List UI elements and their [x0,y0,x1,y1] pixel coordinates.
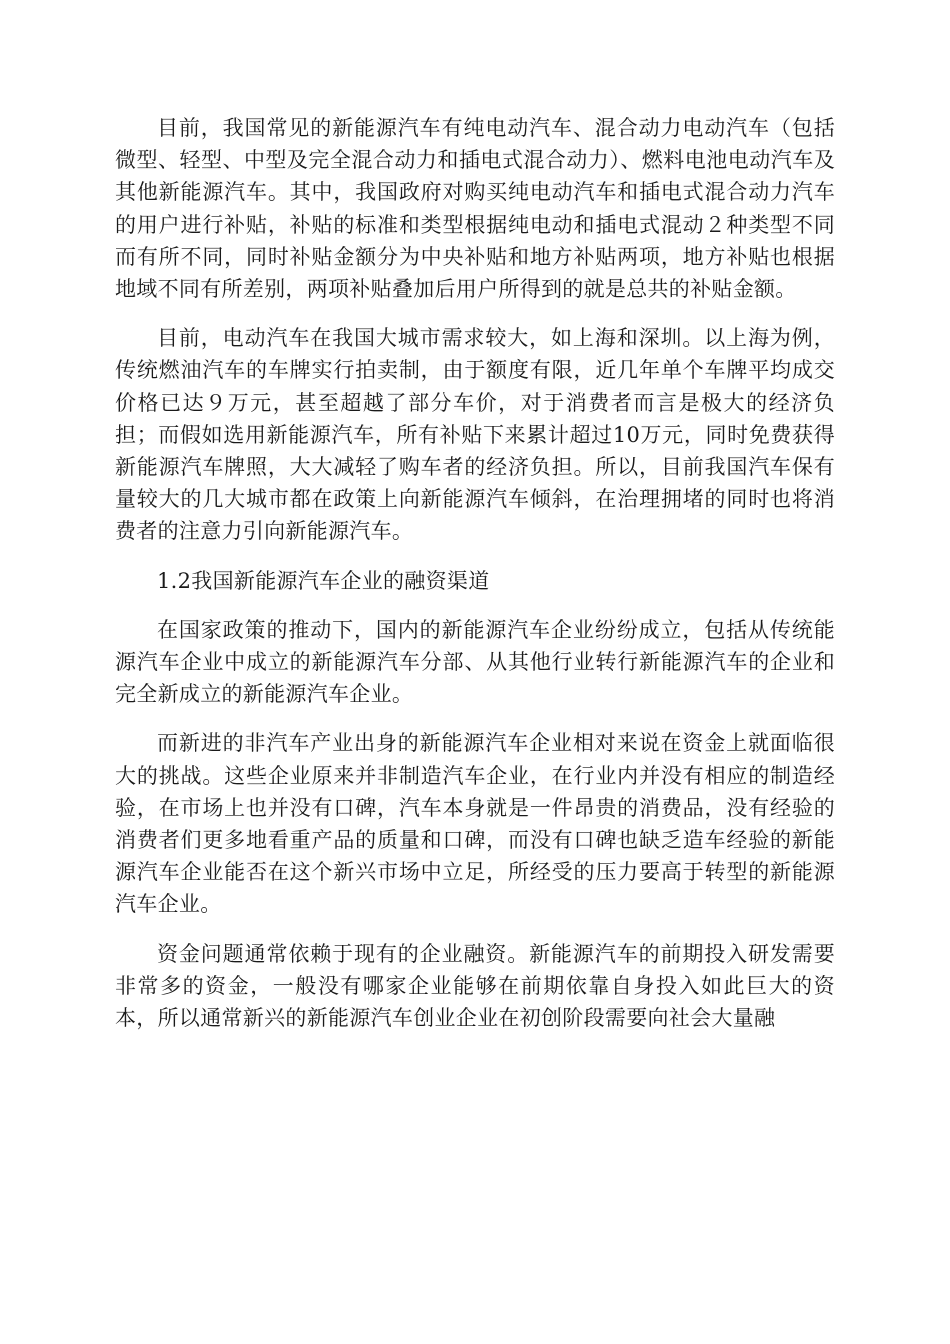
paragraph-funding-challenges: 而新进的非汽车产业出身的新能源汽车企业相对来说在资金上就面临很大的挑战。这些企业原来并非制造汽车企业，在行业内并没有相应的制造经验，在市场上也并没有口碑，汽车本身就是一件昂贵的消费品，没有经验的消费者们更多地看重产品的质量和口碑，而没有口碑也缺乏造车经验的新能源汽车企业能否在这个新兴市场中立足，所经受的压力要高于转型的新能源汽车企业。 [115,731,835,917]
paragraph-city-demand: 目前，电动汽车在我国大城市需求较大，如上海和深圳。以上海为例，传统燃油汽车的车牌实行拍卖制，由于额度有限，近几年单个车牌平均成交价格已达９万元，甚至超越了部分车价，对于消费者而言是极大的经济负担；而假如选用新能源汽车，所有补贴下来累计超过10万元，同时免费获得新能源汽车牌照，大大减轻了购车者的经济负担。所以，目前我国汽车保有量较大的几大城市都在政策上向新能源汽车倾斜，在治理拥堵的同时也将消费者的注意力引向新能源汽车。 [115,326,835,544]
paragraph-vehicle-types: 目前，我国常见的新能源汽车有纯电动汽车、混合动力电动汽车（包括微型、轻型、中型及完全混合动力和插电式混合动力）、燃料电池电动汽车及其他新能源汽车。其中，我国政府对购买纯电动汽车和插电式混合动力汽车的用户进行补贴，补贴的标准和类型根据纯电动和插电式混动２种类型不同而有所不同，同时补贴金额分为中央补贴和地方补贴两项，地方补贴也根据地域不同有所差别，两项补贴叠加后用户所得到的就是总共的补贴金额。 [115,116,835,302]
paragraph-enterprises-established: 在国家政策的推动下，国内的新能源汽车企业纷纷成立，包括从传统能源汽车企业中成立的新能源汽车分部、从其他行业转行新能源汽车的企业和完全新成立的新能源汽车企业。 [115,617,835,707]
paragraph-financing-dependence: 资金问题通常依赖于现有的企业融资。新能源汽车的前期投入研发需要非常多的资金，一般没有哪家企业能够在前期依靠自身投入如此巨大的资本，所以通常新兴的新能源汽车创业企业在初创阶段需要向社会大量融 [115,941,835,1031]
document-body [115,112,835,1051]
section-heading-financing-channels: 1.2我国新能源汽车企业的融资渠道 [157,568,490,593]
